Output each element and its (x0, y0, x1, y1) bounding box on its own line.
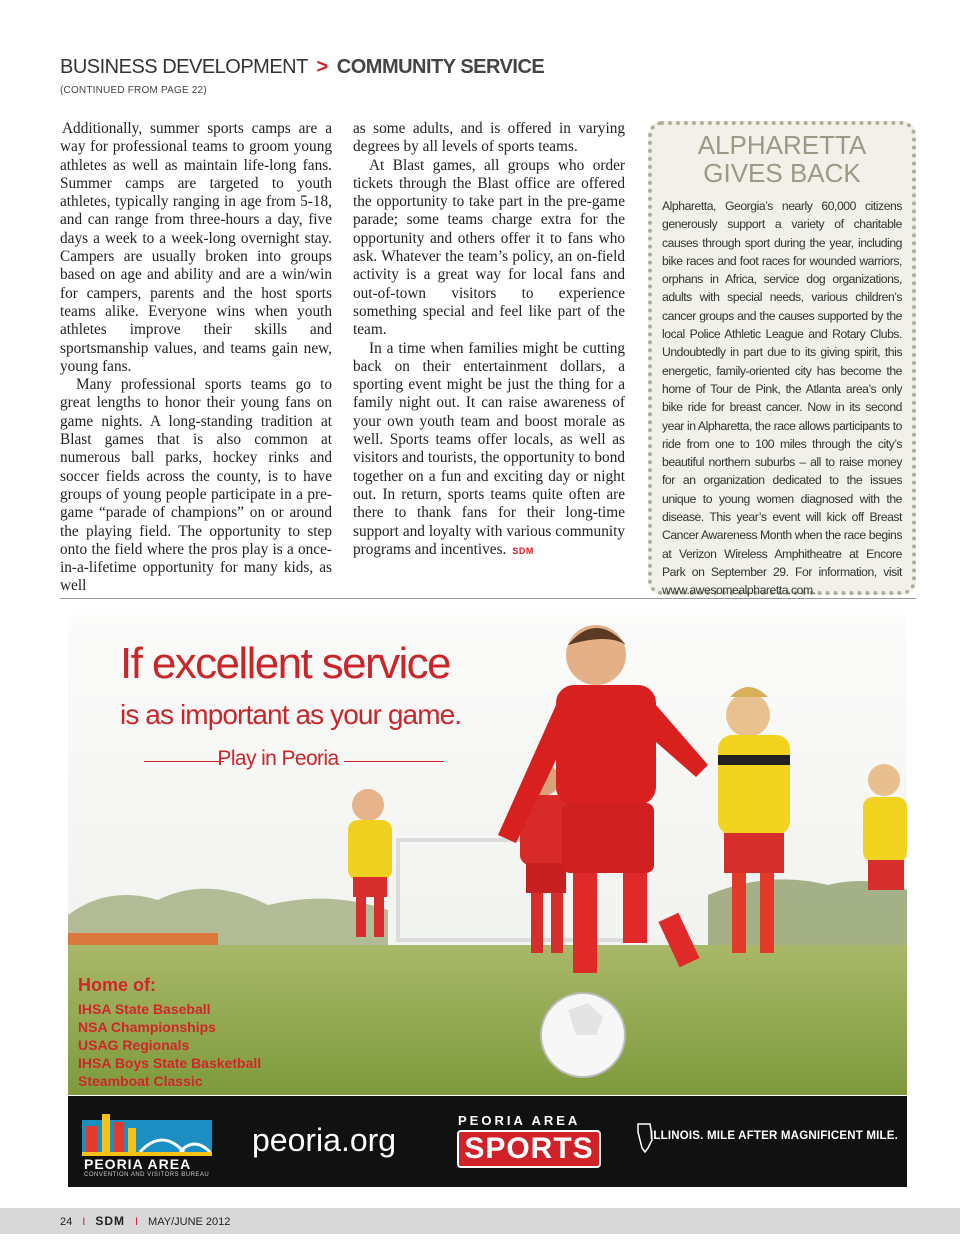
home-of-item: IHSA State Baseball (78, 1001, 211, 1017)
ad-headline-2: is as important as your game. (120, 699, 462, 730)
footer-separator: I (82, 1216, 86, 1228)
page-footer (0, 1208, 960, 1234)
advertisement (68, 615, 907, 1187)
home-of-item: Steamboat Classic (78, 1073, 203, 1089)
ad-url: peoria.org (252, 1122, 397, 1158)
footer-content (60, 1214, 230, 1228)
illinois-slogan: ILLINOIS. MILE AFTER MAGNIFICENT MILE. (650, 1130, 899, 1142)
issue-date: MAY/JUNE 2012 (148, 1216, 231, 1228)
sports-logo-top: PEORIA AREA (458, 1113, 581, 1128)
sidebar-title-line1: ALPHARETTA (697, 130, 867, 160)
logo-name: PEORIA AREA (84, 1156, 192, 1172)
paragraph: Many professional sports teams go to great lengths to honor their young fans on game nights. A long-standing tradition at Blast games that is also common at numerous ball parks, hockey rinks and soccer fields across the county, is to have groups of young people participate in a pre-game “parade of champions” on or around the playing field. The opportunity to step onto the field where the pros play is a once-in-a-lifetime opportunity for many kids, as well (60, 376, 332, 595)
paragraph (353, 340, 625, 561)
sidebar-title (662, 131, 902, 187)
page-header (60, 56, 920, 96)
header-line (60, 56, 920, 79)
paragraph: Additionally, summer sports camps are a way for professional teams to groom young athletes as well as maintain life-long fans. Summer camps are targeted to youth athletes, typically ranging in age from 5-18, and can range from three-hours a day, five days a week to a week-long overnight stay. Campers are usually broken into groups based on age and ability and are a win/win for campers, parents and the host sports teams alike. Everyone wins when youth athletes improve their skills and sportsmanship values, and teams gain new, young fans. (60, 120, 332, 375)
sidebar-title-line2: GIVES BACK (703, 158, 861, 188)
home-of-list (78, 975, 261, 1090)
home-of-item: USAG Regionals (78, 1037, 190, 1053)
soccer-photo (68, 615, 907, 1095)
sports-logo: SPORTS (457, 1130, 601, 1168)
article-column-1 (60, 120, 332, 596)
section-name: BUSINESS DEVELOPMENT (60, 56, 308, 78)
paragraph: At Blast games, all groups who order tickets through the Blast office are offered the opportunity to take part in the pre-game parade; some teams charge extra for the opportunity and others offer it to fans who ask. Whatever the team’s policy, an on-field activity is a great way for local fans and out-of-town visitors to experience something special and feel like part of the team. (353, 156, 625, 339)
continued-note: (CONTINUED FROM PAGE 22) (60, 85, 207, 96)
divider (60, 598, 916, 599)
home-of-item: NSA Championships (78, 1019, 216, 1035)
page-number: 24 (60, 1216, 73, 1228)
logo-subtitle: CONVENTION AND VISITORS BUREAU (84, 1172, 210, 1178)
home-of-title: Home of: (78, 975, 156, 995)
magazine-name: SDM (95, 1214, 125, 1228)
footer-separator: I (134, 1216, 139, 1228)
ad-tagline: Play in Peoria (217, 747, 339, 770)
sidebar-box (648, 121, 916, 598)
tagline-rule-right (344, 761, 444, 762)
ad-headline-1: If excellent service (120, 639, 450, 688)
subsection-name: COMMUNITY SERVICE (336, 56, 545, 78)
sidebar-body: Alpharetta, Georgia’s nearly 60,000 citizens generously support a variety of charitable causes through sport during the year, including bike races and foot races for wounded warriors, orphans in Africa, service dog organizations, adults with special needs, various children’s cancer groups and the causes supported by the local Police Athletic League and Rotary Clubs. Undoubtedly in part due to its giving spirit, this energetic, family-oriented city has become the home of Tour de Pink, the Atlanta area’s only bike ride for breast cancer. Now in its second year in Alpharetta, the race allows participants to ride from one to 100 miles through the city’s beautiful northern suburbs – all to raise money for an organization dedicated to the issues unique to young women diagnosed with the disease. This year’s event will kick off Breast Cancer Awareness Month when the race begins at Verizon Wireless Amphitheatre at Encore Park on September 29. For information, visit www.awesomealpharetta.com. (662, 199, 902, 598)
home-of-item: IHSA Boys State Basketball (78, 1055, 262, 1071)
ad-logo-band (68, 1096, 907, 1187)
article-column-2 (353, 120, 625, 560)
header-arrow: > (316, 56, 328, 78)
paragraph-text: In a time when families might be cutting back on their entertainment dollars, a sporting event might be just the thing for a family night out. It can raise awareness of your own youth team and boost morale as well. Sports teams offer locals, as well as visitors and tourists, the opportunity to bond together on a fun and exciting day or night out. In return, sports teams quite often are there to thank fans for their long-time support and loyalty with various community programs and incentives. (353, 339, 625, 558)
paragraph: as some adults, and is offered in varying degrees by all levels of sports teams. (353, 120, 625, 156)
end-mark: SDM (512, 545, 534, 556)
